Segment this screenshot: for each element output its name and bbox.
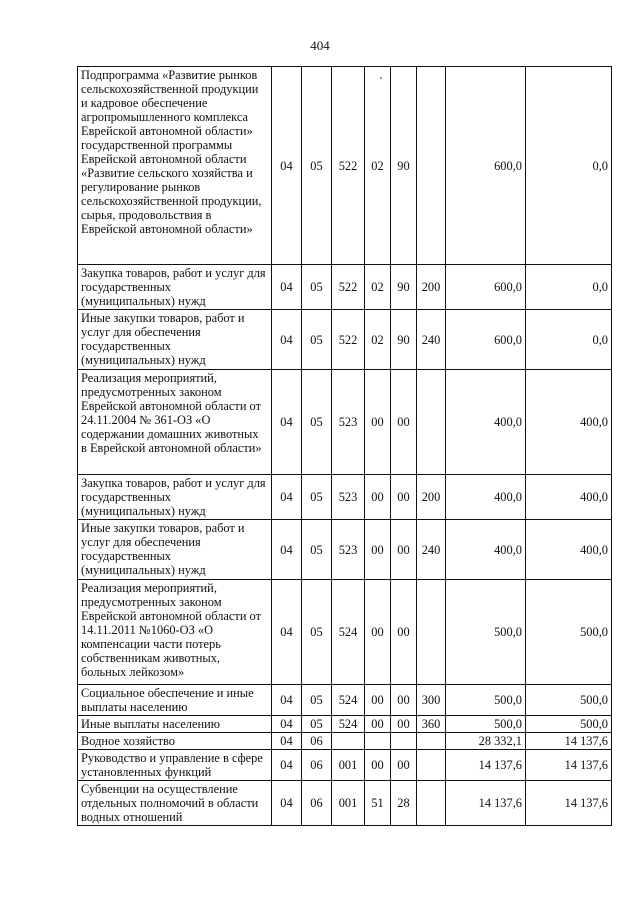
target-article-item: 90 <box>391 67 417 265</box>
target-article-sub: 00 <box>365 750 391 781</box>
target-article-code: 523 <box>332 520 365 580</box>
expense-type-code <box>417 750 446 781</box>
expense-type-code <box>417 370 446 475</box>
row-name: Иные закупки товаров, работ и услуг для обеспечения государственных (муниципальных) нужд <box>78 520 272 580</box>
table-row <box>78 475 612 520</box>
table-body <box>78 67 612 826</box>
section-code: 04 <box>272 580 302 685</box>
target-article-code: 001 <box>332 781 365 826</box>
target-article-code: 522 <box>332 265 365 310</box>
target-article-item: 00 <box>391 750 417 781</box>
table-row <box>78 310 612 370</box>
subsection-code: 05 <box>302 265 332 310</box>
expense-type-code: 200 <box>417 475 446 520</box>
target-article-code: 524 <box>332 580 365 685</box>
target-article-code: 524 <box>332 716 365 733</box>
amount-2: 500,0 <box>526 685 612 716</box>
amount-2: 500,0 <box>526 716 612 733</box>
amount-1: 400,0 <box>446 475 526 520</box>
target-article-item: 00 <box>391 520 417 580</box>
row-name: Субвенции на осуществление отдельных полномочий в области водных отношений <box>78 781 272 826</box>
amount-1: 600,0 <box>446 67 526 265</box>
row-name: Подпрограмма «Развитие рынков сельскохозяйственной продукции и кадровое обеспечение агропромышленного комплекса Еврейской автономной области» государственной программы Еврейской автономной области «Развитие сельского хозяйства и регулирование рынков сельскохозяйственной продукции, сырья, продовольствия в Еврейской автономной области» <box>78 67 272 265</box>
section-code: 04 <box>272 475 302 520</box>
target-article-item: 28 <box>391 781 417 826</box>
subsection-code: 05 <box>302 685 332 716</box>
subsection-code: 05 <box>302 370 332 475</box>
subsection-code: 05 <box>302 67 332 265</box>
amount-1: 400,0 <box>446 370 526 475</box>
amount-2: 0,0 <box>526 265 612 310</box>
target-article-sub: 00 <box>365 580 391 685</box>
target-article-code <box>332 733 365 750</box>
target-article-item: 90 <box>391 310 417 370</box>
expense-type-code <box>417 580 446 685</box>
target-article-code: 523 <box>332 475 365 520</box>
target-article-sub: 00 <box>365 475 391 520</box>
target-article-code: 524 <box>332 685 365 716</box>
amount-1: 500,0 <box>446 685 526 716</box>
subsection-code: 06 <box>302 781 332 826</box>
amount-2: 14 137,6 <box>526 781 612 826</box>
row-name: Руководство и управление в сфере установленных функций <box>78 750 272 781</box>
target-article-item: 00 <box>391 685 417 716</box>
expense-type-code <box>417 781 446 826</box>
amount-1: 600,0 <box>446 310 526 370</box>
row-name: Реализация мероприятий, предусмотренных законом Еврейской автономной области от 24.11.2004 № 361-ОЗ «О содержании домашних животных в Еврейской автономной области» <box>78 370 272 475</box>
amount-1: 400,0 <box>446 520 526 580</box>
budget-table <box>77 66 612 826</box>
table-row <box>78 750 612 781</box>
table-row <box>78 733 612 750</box>
expense-type-code <box>417 733 446 750</box>
expense-type-code: 300 <box>417 685 446 716</box>
amount-2: 0,0 <box>526 310 612 370</box>
table-row <box>78 67 612 265</box>
section-code: 04 <box>272 520 302 580</box>
target-article-item: 90 <box>391 265 417 310</box>
row-name: Водное хозяйство <box>78 733 272 750</box>
subsection-code: 05 <box>302 310 332 370</box>
target-article-item: 00 <box>391 475 417 520</box>
target-article-code: 523 <box>332 370 365 475</box>
target-article-sub: 02 <box>365 265 391 310</box>
row-name: Иные выплаты населению <box>78 716 272 733</box>
amount-1: 28 332,1 <box>446 733 526 750</box>
amount-2: 400,0 <box>526 520 612 580</box>
table-row <box>78 265 612 310</box>
table-row <box>78 716 612 733</box>
expense-type-code: 200 <box>417 265 446 310</box>
target-article-sub: 02 <box>365 310 391 370</box>
amount-2: 14 137,6 <box>526 750 612 781</box>
amount-2: 400,0 <box>526 475 612 520</box>
section-code: 04 <box>272 733 302 750</box>
expense-type-code: 240 <box>417 310 446 370</box>
table-row <box>78 520 612 580</box>
subsection-code: 05 <box>302 475 332 520</box>
target-article-sub: 00 <box>365 716 391 733</box>
row-name: Иные закупки товаров, работ и услуг для обеспечения государственных (муниципальных) нужд <box>78 310 272 370</box>
target-article-sub: 00 <box>365 685 391 716</box>
amount-1: 14 137,6 <box>446 750 526 781</box>
section-code: 04 <box>272 750 302 781</box>
table-row <box>78 781 612 826</box>
subsection-code: 06 <box>302 733 332 750</box>
section-code: 04 <box>272 781 302 826</box>
section-code: 04 <box>272 370 302 475</box>
amount-1: 14 137,6 <box>446 781 526 826</box>
section-code: 04 <box>272 67 302 265</box>
amount-2: 0,0 <box>526 67 612 265</box>
table-row <box>78 685 612 716</box>
page-number: 404 <box>310 38 330 53</box>
subsection-code: 06 <box>302 750 332 781</box>
target-article-code: 522 <box>332 67 365 265</box>
section-code: 04 <box>272 685 302 716</box>
row-name: Социальное обеспечение и иные выплаты населению <box>78 685 272 716</box>
row-name: Закупка товаров, работ и услуг для государственных (муниципальных) нужд <box>78 265 272 310</box>
target-article-item <box>391 733 417 750</box>
target-article-sub: 00 <box>365 370 391 475</box>
section-code: 04 <box>272 716 302 733</box>
target-article-sub: 02 <box>365 67 391 265</box>
section-code: 04 <box>272 310 302 370</box>
table-row <box>78 580 612 685</box>
target-article-sub: 00 <box>365 520 391 580</box>
section-code: 04 <box>272 265 302 310</box>
subsection-code: 05 <box>302 716 332 733</box>
expense-type-code: 240 <box>417 520 446 580</box>
expense-type-code <box>417 67 446 265</box>
amount-1: 500,0 <box>446 716 526 733</box>
row-name: Реализация мероприятий, предусмотренных законом Еврейской автономной области от 14.11.2011 №1060-ОЗ «О компенсации части потерь собственникам животных, больных лейкозом» <box>78 580 272 685</box>
amount-1: 500,0 <box>446 580 526 685</box>
amount-2: 500,0 <box>526 580 612 685</box>
subsection-code: 05 <box>302 580 332 685</box>
target-article-sub: 51 <box>365 781 391 826</box>
row-name: Закупка товаров, работ и услуг для государственных (муниципальных) нужд <box>78 475 272 520</box>
amount-1: 600,0 <box>446 265 526 310</box>
target-article-item: 00 <box>391 716 417 733</box>
subsection-code: 05 <box>302 520 332 580</box>
amount-2: 14 137,6 <box>526 733 612 750</box>
target-article-sub <box>365 733 391 750</box>
target-article-item: 00 <box>391 370 417 475</box>
target-article-item: 00 <box>391 580 417 685</box>
amount-2: 400,0 <box>526 370 612 475</box>
table-row <box>78 370 612 475</box>
expense-type-code: 360 <box>417 716 446 733</box>
target-article-code: 522 <box>332 310 365 370</box>
target-article-code: 001 <box>332 750 365 781</box>
